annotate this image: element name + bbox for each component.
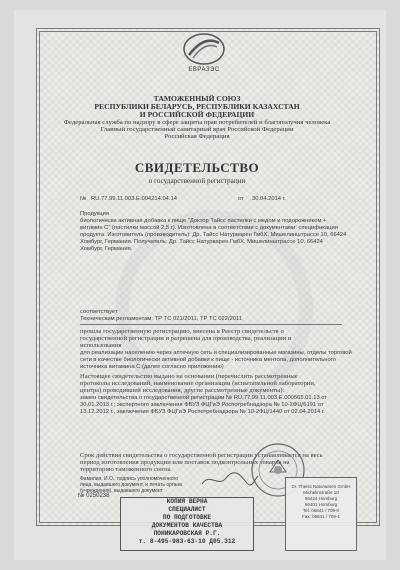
basis-text: замен свидетельства о государственной регистрации № RU.77.99.11.003.E.000565.01.13 от [80,395,328,401]
header-line: Федеральная служба по надзору в сфере защиты прав потребителей и благополучия человека [63,118,331,126]
passed-text: использования [80,342,122,349]
stamp-line: т. 8-495-983-63-10 Д05.312 [138,538,236,545]
stamp-line: Michelinstraße 10 [303,490,339,495]
term-text: период изготовления продукции или поставок подконтрольных товаров на [80,459,290,466]
stamp-line: КОПИЯ ВЕРНА [166,498,208,505]
header-line: РЕСПУБЛИКИ БЕЛАРУСЬ, РЕСПУБЛИКИ КАЗАХСТАН [94,101,300,111]
issued-text: протоколы исследований, наименование организации (испытательной лаборатории, [80,380,316,387]
term-text: Срок действия свидетельства о государственной регистрации устанавливается на весь [80,452,323,459]
form-number: № 0250238 [78,493,110,499]
header-line: Главный государственный санитарный врач Российской Федерации [100,125,294,133]
eurasec-emblem-icon [175,31,233,67]
stamp-line: ПОНИКАРОВСКАЯ Р.Г. [153,530,221,537]
passed-text: государственной регистрации и разрешена для производства, реализации и [80,335,292,342]
stamp-line: Fax: 06841 / 709-1 [302,514,340,519]
product-text: продукта. Изготовитель (производитель): Др. Тайсс Натурварен ГмбХ, Мишелинштрассе 10, 66424 [80,232,347,238]
eurasec-logo [175,31,233,72]
date-label: от [238,196,244,202]
compliance-text: Техническим регламентам: ТР ТС 021/2011, ТР ТС 022/2011 [80,316,243,322]
stamp-line: ПО ПОДГОТОВКЕ [162,514,212,521]
issued-text: Настоящее свидетельство выдано на основании (перечислить рассмотренные [80,373,298,380]
product-text: биологически активная добавка к пище "Доктор Тайсс пастилки с медом и подорожником + [80,218,327,224]
issued-text: центра) проводившей исследования, другие рассмотренные документы): [80,387,285,394]
certificate-date: 30.04.2014 г. [252,196,286,202]
certificate-subtitle: о государственной регистрации [148,177,246,185]
stamp-line: Dr. Theiss Naturwaren GmbH [291,484,351,489]
signer-label: (учреждения), выдавшего документ [80,488,163,494]
stamp-line: 66424 Homburg [304,496,338,501]
stamp-line: Tel. 06841 / 709-0 [302,508,340,513]
signer-label: Фамилия, И.О., подпись уполномоченного [80,476,178,482]
term-text: территорию таможенного союза [80,466,171,473]
manufacturer-stamp [285,477,357,551]
product-text: Хомбург, Германия. Получатель: Др. Тайсс Натурварен ГмбХ, Мишелинштрассе 10, 66424 [80,239,323,245]
certificate-number: RU.77.99.11.003.E.004214.04.14 [91,196,177,202]
underline [80,324,342,325]
stamp-line: 66401 Homburg [304,502,338,507]
usage-text: источника витамина С (далее согласно приложению) [80,364,224,370]
header-line: ТАМОЖЕННЫЙ СОЮЗ [153,94,241,103]
certificate-title: СВИДЕТЕЛЬСТВО [134,160,260,175]
product-text: витамин С" (пастилки массой 2,5 г). Изготовлена в соответствии с документами: спецификация [80,225,338,231]
copy-verified-stamp [120,497,254,551]
usage-text: сети в качестве биологически активной добавки к пище - источника ментола, дополнительного [80,357,336,363]
product-text: Хомбург, Германия. [80,246,133,252]
header-line: Российская Федерация [164,132,230,140]
passed-text: прошла государственную регистрацию, внесена в Реестр свидетельств о [80,328,284,335]
compliance-label: соответствует [80,309,118,315]
number-label: № [80,196,87,202]
usage-text: для реализации населению через аптечную сеть и специализированные магазины, отделы торговой [80,350,352,356]
basis-text: 30.01.2013 г.; экспертного заключения ФБУЗ ФЦГиЭ Роспотребнадзора № 10-2ФЦ/6191 от [80,402,324,408]
stamp-line: СПЕЦИАЛИСТ [168,506,206,513]
product-label: Продукция [80,211,110,217]
signer-label: лица, выдавшего документ, и печать органа [80,482,182,488]
stamp-line: ДОКУМЕНТОВ КАЧЕСТВА [151,522,223,529]
logo-text: ЕВРАЗЭС [188,67,220,73]
issuer-header [47,95,347,140]
header-line: И РОССИЙСКОЙ ФЕДЕРАЦИИ [139,109,255,119]
basis-text: 13.12.2012 г., заключения ФБУЗ ФЦГиЭ Роспотребнадзора № 10-2ФЦ/1440 от 02.04.2014 г. [80,409,325,415]
